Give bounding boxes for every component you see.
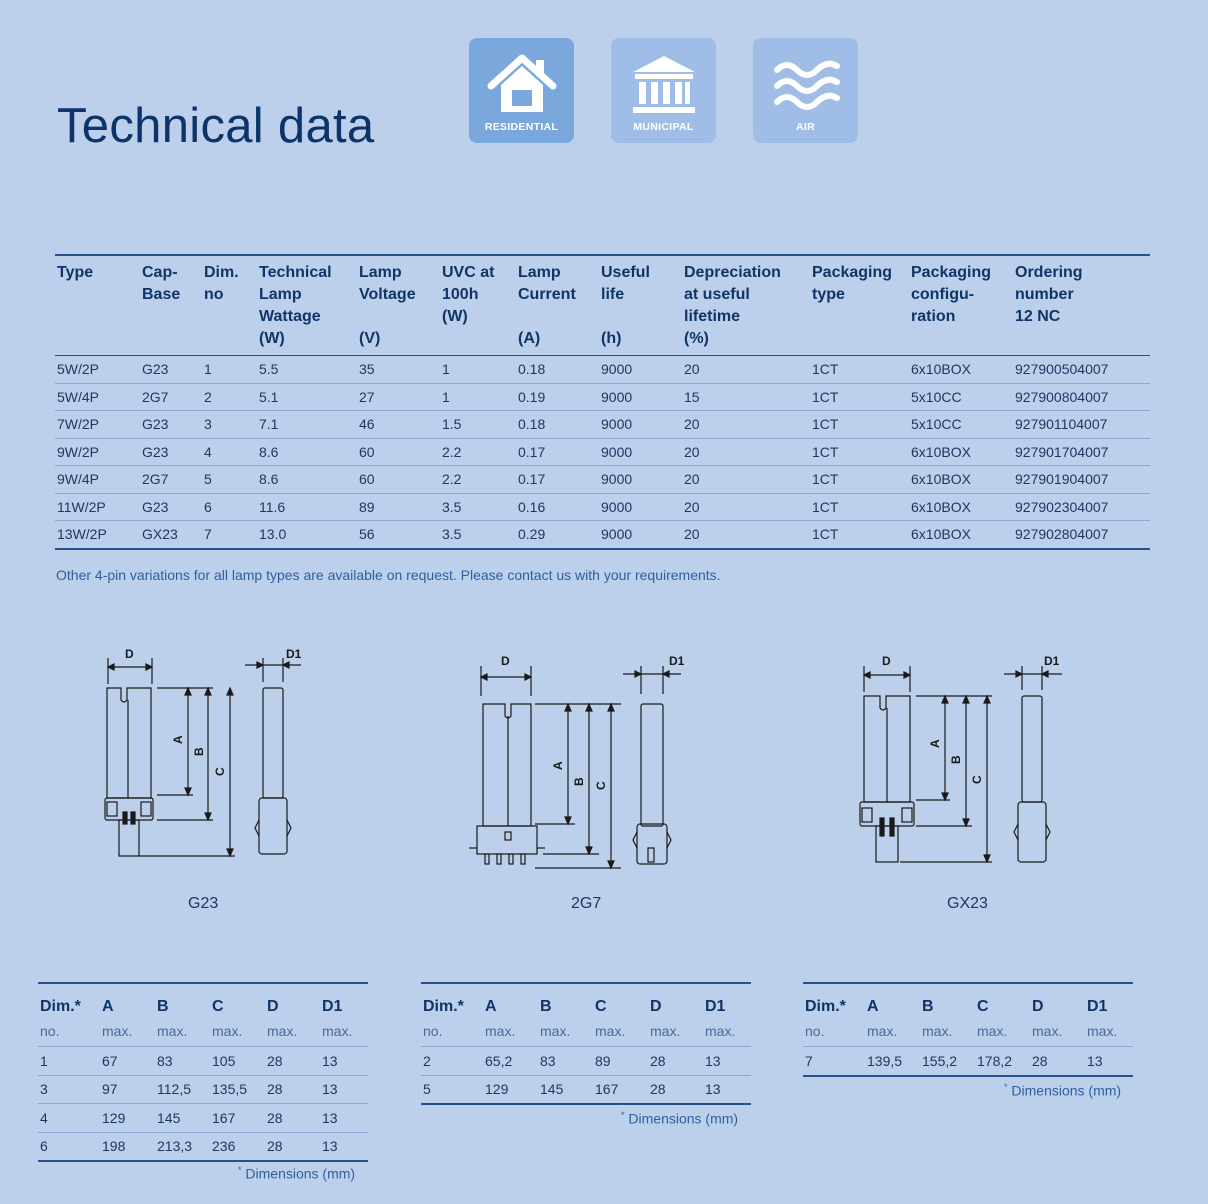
table-cell: 927901904007 bbox=[1013, 466, 1150, 494]
dimension-column-header: C bbox=[212, 998, 224, 1015]
table-cell: 2G7 bbox=[140, 466, 202, 494]
table-cell: 0.16 bbox=[516, 493, 599, 521]
table-cell: 1CT bbox=[810, 438, 909, 466]
table-cell: 5.1 bbox=[257, 383, 357, 411]
dimension-table-gx23 bbox=[803, 982, 1133, 1077]
table-cell: G23 bbox=[140, 411, 202, 439]
table-row bbox=[55, 521, 1150, 549]
dimension-column-header: D bbox=[650, 998, 662, 1015]
table-cell: 129 bbox=[100, 1104, 155, 1133]
table-cell: 6x10BOX bbox=[911, 526, 971, 543]
table-cell: 8.6 bbox=[257, 466, 357, 494]
table-cell: 6 bbox=[38, 1132, 100, 1161]
dimension-column-header: B bbox=[922, 998, 934, 1015]
table-cell: 13 bbox=[703, 1047, 751, 1076]
gx23-lamp-drawing bbox=[850, 648, 1080, 878]
table-cell: 7 bbox=[803, 1047, 865, 1076]
table-cell: 83 bbox=[155, 1047, 210, 1076]
table-cell: 9000 bbox=[599, 493, 682, 521]
table-cell: 97 bbox=[100, 1075, 155, 1104]
dimension-subheader-row bbox=[421, 1016, 751, 1047]
column-header: UVC at 100h (W) bbox=[440, 255, 516, 356]
svg-text:D1: D1 bbox=[286, 647, 302, 661]
column-header: Dim. no bbox=[202, 255, 257, 356]
dimension-column-header: D1 bbox=[705, 998, 726, 1015]
table-cell: 8.6 bbox=[257, 438, 357, 466]
table-row bbox=[55, 383, 1150, 411]
svg-text:D: D bbox=[882, 654, 891, 668]
air-waves-icon bbox=[771, 52, 841, 118]
table-cell: 28 bbox=[1030, 1047, 1085, 1076]
table-cell: 20 bbox=[684, 526, 700, 543]
dimension-subheader-row bbox=[38, 1016, 368, 1047]
table-cell: 139,5 bbox=[865, 1047, 920, 1076]
table-cell: 3.5 bbox=[440, 493, 516, 521]
dimension-subheader: max. bbox=[922, 1023, 953, 1039]
table-cell: 1CT bbox=[810, 411, 909, 439]
table-cell: 6 bbox=[202, 493, 257, 521]
table-cell: 145 bbox=[538, 1075, 593, 1104]
table-cell: 927902304007 bbox=[1013, 493, 1150, 521]
dimension-column-header: B bbox=[540, 998, 552, 1015]
table-cell: 105 bbox=[210, 1047, 265, 1076]
table-cell: 5x10CC bbox=[909, 411, 1013, 439]
table-cell: 1.5 bbox=[440, 411, 516, 439]
dimension-subheader: no. bbox=[805, 1023, 825, 1039]
dimension-subheader: max. bbox=[705, 1023, 736, 1039]
table-cell: 5 bbox=[421, 1075, 483, 1104]
table-cell: 5W/2P bbox=[55, 356, 140, 384]
dimension-header-row bbox=[803, 983, 1133, 1016]
table-cell: 2.2 bbox=[440, 438, 516, 466]
table-cell: 9000 bbox=[599, 356, 682, 384]
technical-data-table bbox=[55, 254, 1150, 550]
table-cell: 6x10BOX bbox=[909, 356, 1013, 384]
table-cell: 11.6 bbox=[257, 493, 357, 521]
gx23-label: GX23 bbox=[947, 895, 988, 912]
table-cell: 15 bbox=[682, 383, 810, 411]
svg-text:D: D bbox=[125, 647, 134, 661]
table-row bbox=[421, 1075, 751, 1104]
dimension-column-header: D1 bbox=[1087, 998, 1108, 1015]
table-cell: 2 bbox=[202, 383, 257, 411]
table-cell: 3.5 bbox=[442, 526, 462, 543]
table-header-row bbox=[55, 255, 1150, 356]
table-row bbox=[55, 493, 1150, 521]
table-cell: 7W/2P bbox=[55, 411, 140, 439]
table-cell: 3 bbox=[38, 1075, 100, 1104]
dimension-subheader: max. bbox=[322, 1023, 353, 1039]
category-label: MUNICIPAL bbox=[633, 121, 694, 133]
table-cell: G23 bbox=[140, 356, 202, 384]
table-cell: 13 bbox=[320, 1132, 368, 1161]
table-cell: 28 bbox=[648, 1075, 703, 1104]
table-cell: GX23 bbox=[142, 526, 178, 543]
table-cell: 1 bbox=[38, 1047, 100, 1076]
table-cell: 213,3 bbox=[155, 1132, 210, 1161]
column-header: Cap- Base bbox=[140, 255, 202, 356]
table-row bbox=[55, 438, 1150, 466]
table-row bbox=[421, 1047, 751, 1076]
table-cell: 1 bbox=[202, 356, 257, 384]
2g7-label: 2G7 bbox=[571, 895, 602, 912]
table-cell: 13W/2P bbox=[57, 526, 107, 543]
dimension-header-row bbox=[38, 983, 368, 1016]
table-cell: 2.2 bbox=[440, 466, 516, 494]
table-cell: 9W/2P bbox=[55, 438, 140, 466]
dimension-subheader: max. bbox=[157, 1023, 188, 1039]
column-header: Ordering number 12 NC bbox=[1013, 255, 1150, 356]
2g7-lamp-drawing bbox=[465, 648, 695, 878]
table-cell: 7 bbox=[204, 526, 212, 543]
table-cell: G23 bbox=[140, 438, 202, 466]
category-residential[interactable] bbox=[469, 38, 574, 143]
category-municipal[interactable] bbox=[611, 38, 716, 143]
svg-text:D1: D1 bbox=[669, 654, 685, 668]
table-cell: 1 bbox=[440, 383, 516, 411]
table-cell: 927901704007 bbox=[1013, 438, 1150, 466]
table-cell: 1CT bbox=[810, 383, 909, 411]
table-cell: 6x10BOX bbox=[909, 466, 1013, 494]
table-cell: 1 bbox=[440, 356, 516, 384]
dimension-subheader: max. bbox=[267, 1023, 298, 1039]
dimension-subheader: max. bbox=[1087, 1023, 1118, 1039]
dimension-subheader: max. bbox=[102, 1023, 133, 1039]
table-row bbox=[38, 1104, 368, 1133]
table-row bbox=[38, 1075, 368, 1104]
table-cell: 46 bbox=[357, 411, 440, 439]
table-cell: 3 bbox=[202, 411, 257, 439]
svg-text:A: A bbox=[928, 739, 942, 748]
table-cell: 4 bbox=[202, 438, 257, 466]
dimension-subheader: no. bbox=[40, 1023, 60, 1039]
building-icon bbox=[629, 52, 699, 118]
dimension-column-header: C bbox=[595, 998, 607, 1015]
table-cell: 28 bbox=[648, 1047, 703, 1076]
dimension-table-2g7 bbox=[421, 982, 751, 1105]
table-row bbox=[55, 466, 1150, 494]
svg-text:D1: D1 bbox=[1044, 654, 1060, 668]
table-cell: 145 bbox=[155, 1104, 210, 1133]
table-cell: 9000 bbox=[599, 383, 682, 411]
table-cell: 9000 bbox=[599, 438, 682, 466]
dimension-subheader: max. bbox=[977, 1023, 1008, 1039]
dimension-table-g23 bbox=[38, 982, 368, 1162]
dimension-subheader: max. bbox=[650, 1023, 681, 1039]
table-cell: 28 bbox=[265, 1047, 320, 1076]
table-cell: 9000 bbox=[599, 411, 682, 439]
table-cell: 89 bbox=[593, 1047, 648, 1076]
dimension-column-header: A bbox=[485, 998, 497, 1015]
dimension-subheader: no. bbox=[423, 1023, 443, 1039]
column-header: Technical Lamp Wattage (W) bbox=[257, 255, 357, 356]
table-cell: 2G7 bbox=[140, 383, 202, 411]
svg-text:B: B bbox=[572, 777, 586, 786]
svg-text:C: C bbox=[213, 767, 227, 776]
dimension-footnote: * Dimensions (mm) bbox=[621, 1110, 739, 1127]
table-cell: 35 bbox=[357, 356, 440, 384]
table-cell: 83 bbox=[538, 1047, 593, 1076]
svg-text:A: A bbox=[551, 761, 565, 770]
column-header: Useful life (h) bbox=[599, 255, 682, 356]
table-row bbox=[55, 411, 1150, 439]
table-cell: 1CT bbox=[812, 526, 839, 543]
table-cell: 135,5 bbox=[210, 1075, 265, 1104]
dimension-header-row bbox=[421, 983, 751, 1016]
svg-text:D: D bbox=[501, 654, 510, 668]
dimension-subheader: max. bbox=[1032, 1023, 1063, 1039]
house-icon bbox=[487, 52, 557, 118]
table-cell: 13.0 bbox=[259, 526, 287, 543]
category-label: RESIDENTIAL bbox=[484, 121, 559, 133]
dimension-subheader: max. bbox=[867, 1023, 898, 1039]
dimension-column-header: D bbox=[1032, 998, 1044, 1015]
dimension-footnote: * Dimensions (mm) bbox=[1004, 1082, 1122, 1099]
table-cell: 112,5 bbox=[155, 1075, 210, 1104]
table-cell: 56 bbox=[359, 526, 375, 543]
table-row bbox=[38, 1132, 368, 1161]
table-cell: 60 bbox=[357, 438, 440, 466]
table-cell: 13 bbox=[320, 1104, 368, 1133]
table-row bbox=[803, 1047, 1133, 1076]
table-cell: 927900804007 bbox=[1013, 383, 1150, 411]
table-cell: 7.1 bbox=[257, 411, 357, 439]
table-cell: 28 bbox=[265, 1132, 320, 1161]
table-cell: 0.18 bbox=[516, 411, 599, 439]
table-cell: 27 bbox=[357, 383, 440, 411]
table-row bbox=[55, 356, 1150, 384]
dimension-column-header: A bbox=[867, 998, 879, 1015]
table-cell: 927902804007 bbox=[1015, 526, 1109, 543]
table-cell: 1CT bbox=[810, 356, 909, 384]
table-cell: 65,2 bbox=[483, 1047, 538, 1076]
table-cell: 28 bbox=[265, 1075, 320, 1104]
table-cell: 927901104007 bbox=[1013, 411, 1150, 439]
column-header: Type bbox=[55, 255, 140, 356]
table-cell: 20 bbox=[682, 411, 810, 439]
dimension-column-header: Dim.* bbox=[423, 998, 464, 1015]
dimension-column-header: D bbox=[267, 998, 279, 1015]
table-cell: 60 bbox=[357, 466, 440, 494]
table-cell: 198 bbox=[100, 1132, 155, 1161]
table-cell: 167 bbox=[210, 1104, 265, 1133]
dimension-subheader: max. bbox=[595, 1023, 626, 1039]
table-cell: 13 bbox=[1085, 1047, 1133, 1076]
svg-text:B: B bbox=[192, 747, 206, 756]
table-cell: G23 bbox=[140, 493, 202, 521]
table-cell: 9000 bbox=[601, 526, 633, 543]
table-cell: 0.19 bbox=[516, 383, 599, 411]
table-cell: 167 bbox=[593, 1075, 648, 1104]
table-cell: 20 bbox=[682, 493, 810, 521]
dimension-column-header: C bbox=[977, 998, 989, 1015]
dimension-subheader: max. bbox=[485, 1023, 516, 1039]
dimension-column-header: B bbox=[157, 998, 169, 1015]
table-cell: 89 bbox=[357, 493, 440, 521]
table-cell: 6x10BOX bbox=[909, 493, 1013, 521]
g23-lamp-drawing bbox=[95, 640, 315, 870]
table-cell: 28 bbox=[265, 1104, 320, 1133]
column-header: Depreciation at useful lifetime (%) bbox=[682, 255, 810, 356]
dimension-column-header: Dim.* bbox=[40, 998, 81, 1015]
table-cell: 155,2 bbox=[920, 1047, 975, 1076]
table-cell: 236 bbox=[210, 1132, 265, 1161]
table-cell: 6x10BOX bbox=[909, 438, 1013, 466]
column-header: Packaging type bbox=[810, 255, 909, 356]
table-cell: 0.17 bbox=[516, 466, 599, 494]
table-cell: 13 bbox=[703, 1075, 751, 1104]
table-cell: 4 bbox=[38, 1104, 100, 1133]
column-header: Lamp Voltage (V) bbox=[357, 255, 440, 356]
dimension-subheader: max. bbox=[212, 1023, 243, 1039]
svg-text:A: A bbox=[171, 735, 185, 744]
table-cell: 20 bbox=[682, 466, 810, 494]
table-cell: 5W/4P bbox=[55, 383, 140, 411]
table-cell: 67 bbox=[100, 1047, 155, 1076]
availability-note: Other 4-pin variations for all lamp types are available on request. Please contact us with your requirements. bbox=[56, 567, 721, 583]
table-cell: 129 bbox=[483, 1075, 538, 1104]
dimension-subheader: max. bbox=[540, 1023, 571, 1039]
table-cell: 5.5 bbox=[257, 356, 357, 384]
table-cell: 13 bbox=[320, 1047, 368, 1076]
svg-text:C: C bbox=[970, 775, 984, 784]
column-header: Lamp Current (A) bbox=[516, 255, 599, 356]
table-cell: 5 bbox=[202, 466, 257, 494]
table-cell: 1CT bbox=[810, 493, 909, 521]
dimension-footnote: * Dimensions (mm) bbox=[238, 1165, 356, 1182]
dimension-column-header: A bbox=[102, 998, 114, 1015]
category-label: AIR bbox=[796, 121, 815, 133]
svg-text:C: C bbox=[594, 781, 608, 790]
table-cell: 1CT bbox=[810, 466, 909, 494]
table-cell: 178,2 bbox=[975, 1047, 1030, 1076]
table-cell: 2 bbox=[421, 1047, 483, 1076]
table-cell: 0.18 bbox=[516, 356, 599, 384]
table-cell: 9000 bbox=[599, 466, 682, 494]
table-cell: 20 bbox=[682, 438, 810, 466]
column-header: Packaging configu- ration bbox=[909, 255, 1013, 356]
table-cell: 927900504007 bbox=[1013, 356, 1150, 384]
table-cell: 9W/4P bbox=[55, 466, 140, 494]
dimension-column-header: D1 bbox=[322, 998, 343, 1015]
table-cell: 20 bbox=[682, 356, 810, 384]
page-title: Technical data bbox=[57, 99, 375, 153]
table-cell: 5x10CC bbox=[909, 383, 1013, 411]
g23-label: G23 bbox=[188, 895, 219, 912]
dimension-column-header: Dim.* bbox=[805, 998, 846, 1015]
category-air[interactable] bbox=[753, 38, 858, 143]
svg-text:B: B bbox=[949, 755, 963, 764]
table-row bbox=[38, 1047, 368, 1076]
table-cell: 11W/2P bbox=[55, 493, 140, 521]
table-cell: 0.17 bbox=[516, 438, 599, 466]
table-cell: 13 bbox=[320, 1075, 368, 1104]
table-cell: 0.29 bbox=[518, 526, 546, 543]
dimension-subheader-row bbox=[803, 1016, 1133, 1047]
